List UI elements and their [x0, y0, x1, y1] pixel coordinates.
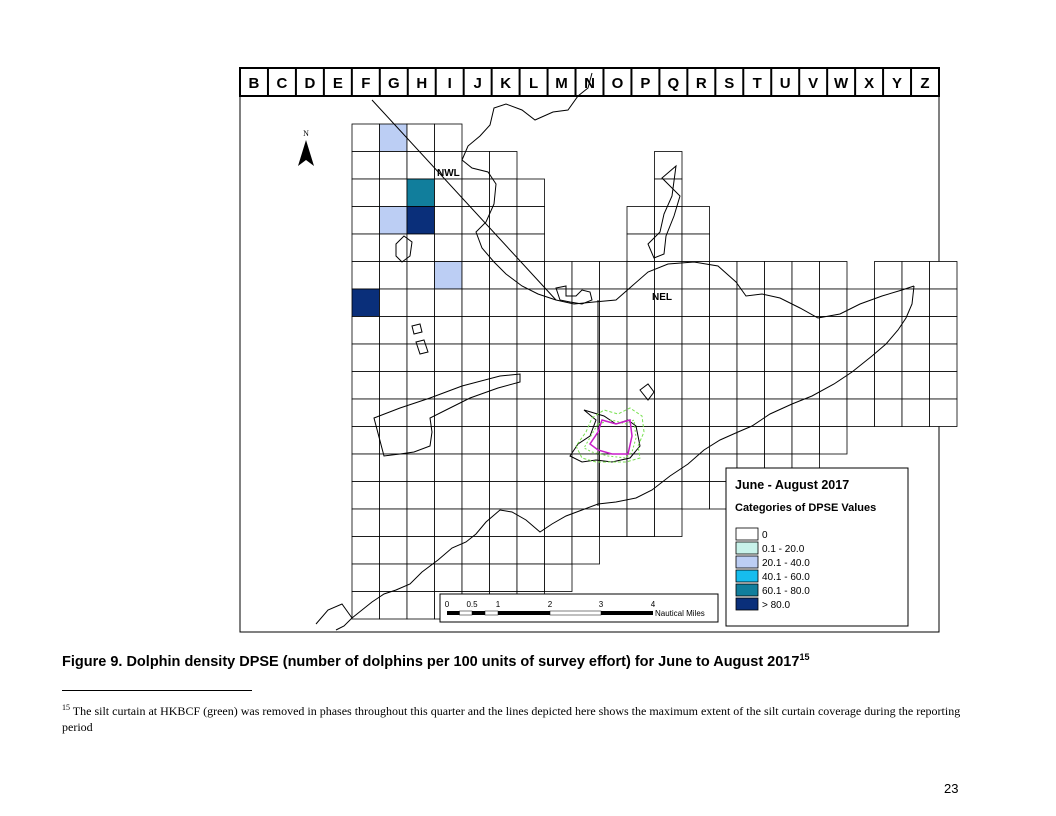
grid-cell — [627, 289, 655, 317]
grid-cell — [407, 482, 435, 510]
grid-cell — [435, 262, 463, 290]
caption-text: Figure 9. Dolphin density DPSE (number of dolphins per 100 units of survey effort) for June to August 2017 — [62, 653, 800, 670]
footnote-text: The silt curtain at HKBCF (green) was removed in phases throughout this quarter and the lines depicted here shows the maximum extent of the silt curtain coverage during the reporting period — [62, 704, 961, 734]
legend-label: 0.1 - 20.0 — [762, 544, 805, 555]
grid-cell — [572, 262, 600, 290]
grid-cell — [407, 592, 435, 620]
column-letter-g: G — [387, 75, 400, 92]
grid-cell — [655, 152, 683, 180]
scale-seg-6 — [550, 611, 601, 615]
grid-cell — [517, 427, 545, 455]
grid-cell — [352, 344, 380, 372]
legend-swatch — [736, 528, 758, 540]
grid-cell — [545, 317, 573, 345]
grid-cell — [627, 234, 655, 262]
grid-cell — [930, 399, 958, 427]
grid-cell — [462, 289, 490, 317]
grid-cell — [710, 289, 738, 317]
grid-cell — [682, 372, 710, 400]
column-letter-q: Q — [667, 75, 680, 92]
grid-cell — [600, 317, 628, 345]
grid-cell — [407, 509, 435, 537]
grid-cell — [875, 262, 903, 290]
grid-cell — [407, 262, 435, 290]
grid-cell — [682, 427, 710, 455]
grid-cell — [682, 454, 710, 482]
grid-cell — [710, 372, 738, 400]
legend-swatch — [736, 542, 758, 554]
grid-cell — [435, 509, 463, 537]
grid-cell — [600, 372, 628, 400]
grid-cell — [737, 262, 765, 290]
grid-cell — [380, 454, 408, 482]
grid-cell — [875, 372, 903, 400]
grid-cell — [517, 179, 545, 207]
grid-cell — [545, 454, 573, 482]
grid-cell — [435, 399, 463, 427]
grid-cell — [655, 509, 683, 537]
column-letter-w: W — [834, 75, 849, 92]
grid-cell — [517, 317, 545, 345]
grid-cell — [792, 344, 820, 372]
scale-bar — [440, 594, 718, 622]
grid-cell — [490, 207, 518, 235]
grid-cell — [655, 317, 683, 345]
column-letter-u: U — [779, 75, 791, 92]
grid-cell — [710, 317, 738, 345]
scale-tick-4: 4 — [650, 600, 656, 609]
grid-cell — [462, 344, 490, 372]
grid-cell — [462, 427, 490, 455]
column-letter-v: V — [808, 75, 819, 92]
grid-cell — [490, 564, 518, 592]
grid-cell — [462, 262, 490, 290]
area-label-nwl: NWL — [437, 168, 460, 179]
grid-cell — [545, 262, 573, 290]
grid-cell — [765, 427, 793, 455]
grid-cell — [490, 317, 518, 345]
grid-cell — [490, 262, 518, 290]
column-letter-e: E — [332, 75, 343, 92]
scale-tick-3: 3 — [598, 600, 604, 609]
grid-cell — [462, 317, 490, 345]
scale-seg-2 — [460, 611, 473, 615]
grid-cell — [600, 509, 628, 537]
column-letter-b: B — [248, 75, 260, 92]
grid-cell — [352, 262, 380, 290]
grid-cell — [352, 124, 380, 152]
column-letter-d: D — [304, 75, 316, 92]
grid-cell — [435, 289, 463, 317]
grid-cell — [380, 317, 408, 345]
legend-label: 0 — [762, 530, 768, 541]
grid-cell — [627, 509, 655, 537]
grid-cell — [572, 372, 600, 400]
grid-cell — [352, 152, 380, 180]
scale-seg-4 — [485, 611, 498, 615]
grid-cell — [545, 399, 573, 427]
grid-cell — [352, 427, 380, 455]
column-letter-j: J — [473, 75, 482, 92]
column-letter-l: L — [528, 75, 539, 92]
grid-cell — [875, 289, 903, 317]
legend-label: 40.1 - 60.0 — [762, 572, 810, 583]
grid-cell — [627, 317, 655, 345]
grid-cell — [517, 454, 545, 482]
grid-cell — [765, 344, 793, 372]
grid-cell — [435, 482, 463, 510]
grid-cell — [820, 372, 848, 400]
scale-seg-3 — [472, 611, 485, 615]
grid-cell — [435, 317, 463, 345]
grid-cell — [352, 482, 380, 510]
footnote-number: 15 — [62, 703, 70, 712]
grid-cell — [627, 262, 655, 290]
grid-cell — [627, 207, 655, 235]
grid-cell — [682, 344, 710, 372]
column-letter-c: C — [276, 75, 288, 92]
grid-cell — [490, 509, 518, 537]
grid-cell — [682, 399, 710, 427]
grid-cell — [407, 454, 435, 482]
grid-cell — [820, 317, 848, 345]
grid-cell — [655, 427, 683, 455]
grid-cell — [352, 509, 380, 537]
grid-cell — [407, 207, 435, 235]
grid-cell — [902, 344, 930, 372]
legend-label: > 80.0 — [762, 600, 791, 611]
legend-swatch — [736, 584, 758, 596]
grid-cell — [490, 152, 518, 180]
grid-cell — [380, 482, 408, 510]
grid-cell — [380, 234, 408, 262]
grid-cell — [930, 289, 958, 317]
grid-cell — [737, 289, 765, 317]
grid-cell — [380, 179, 408, 207]
grid-cell — [655, 234, 683, 262]
column-letter-r: R — [695, 75, 707, 92]
grid-cell — [407, 289, 435, 317]
grid-cell — [847, 289, 875, 317]
column-letter-z: Z — [920, 75, 930, 92]
grid-cell — [820, 399, 848, 427]
column-letter-n: N — [584, 75, 595, 92]
grid-cell — [737, 399, 765, 427]
grid-cell — [765, 317, 793, 345]
grid-cell — [490, 234, 518, 262]
grid-cell — [407, 372, 435, 400]
grid-cell — [820, 344, 848, 372]
grid-cell — [407, 537, 435, 565]
caption-footnote-ref: 15 — [799, 652, 810, 662]
grid-cell — [765, 289, 793, 317]
grid-cell — [682, 289, 710, 317]
grid-cell — [682, 482, 710, 510]
grid-cell — [380, 399, 408, 427]
grid-cell — [682, 207, 710, 235]
grid-cell — [490, 482, 518, 510]
grid-cell — [462, 207, 490, 235]
grid-cell — [765, 262, 793, 290]
grid-cell — [352, 454, 380, 482]
grid-cell — [352, 372, 380, 400]
grid-cell — [352, 234, 380, 262]
footnote-rule — [62, 690, 252, 691]
grid-cell — [435, 427, 463, 455]
scale-unit: Nautical Miles — [655, 609, 705, 618]
grid-cell — [545, 509, 573, 537]
grid-cell — [462, 482, 490, 510]
grid-cell — [820, 262, 848, 290]
grid-cell — [490, 344, 518, 372]
legend-swatch — [736, 598, 758, 610]
grid-cell — [407, 179, 435, 207]
legend-title: June - August 2017 — [735, 478, 850, 492]
grid-cell — [572, 509, 600, 537]
grid-cell — [462, 564, 490, 592]
grid-cell — [435, 124, 463, 152]
grid-cell — [352, 564, 380, 592]
grid-cell — [710, 344, 738, 372]
grid-cell — [930, 262, 958, 290]
grid-cell — [435, 564, 463, 592]
grid-cell — [655, 262, 683, 290]
legend-swatch — [736, 570, 758, 582]
grid-cell — [407, 344, 435, 372]
grid-cell — [517, 509, 545, 537]
grid-cell — [600, 427, 628, 455]
column-letter-t: T — [752, 75, 762, 92]
grid-cell — [847, 372, 875, 400]
grid-cell — [545, 344, 573, 372]
grid-cell — [517, 372, 545, 400]
grid-cell — [407, 124, 435, 152]
column-letter-m: M — [555, 75, 568, 92]
grid-cell — [517, 399, 545, 427]
grid-cell — [792, 289, 820, 317]
grid-cell — [545, 482, 573, 510]
grid-cell — [902, 372, 930, 400]
figure-caption — [62, 652, 809, 670]
grid-cell — [710, 399, 738, 427]
grid-cell — [792, 317, 820, 345]
scale-tick-0: 0 — [444, 600, 450, 609]
grid-cell — [490, 537, 518, 565]
grid-cell — [490, 179, 518, 207]
grid-cell — [572, 344, 600, 372]
scale-tick-0-5: 0.5 — [466, 600, 478, 609]
column-letter-p: P — [640, 75, 651, 92]
grid-cell — [572, 537, 600, 565]
footnote — [62, 700, 972, 735]
grid-cell — [407, 152, 435, 180]
grid-cell — [380, 152, 408, 180]
grid-cell — [407, 317, 435, 345]
grid-cell — [792, 372, 820, 400]
grid-cell — [462, 454, 490, 482]
scale-tick-2: 2 — [547, 600, 553, 609]
grid-cell — [435, 234, 463, 262]
legend-swatch — [736, 556, 758, 568]
grid-cell — [380, 207, 408, 235]
grid-cell — [545, 537, 573, 565]
grid-cell — [380, 592, 408, 620]
column-letter-i: I — [447, 75, 452, 92]
grid-cell — [792, 427, 820, 455]
grid-cell — [380, 537, 408, 565]
legend-subtitle: Categories of DPSE Values — [735, 502, 877, 514]
grid-cell — [627, 454, 655, 482]
page-number: 23 — [944, 781, 959, 796]
grid-cell — [352, 537, 380, 565]
grid-cell — [655, 482, 683, 510]
grid-cell — [435, 344, 463, 372]
column-letter-y: Y — [892, 75, 903, 92]
grid-cell — [517, 482, 545, 510]
grid-cell — [572, 454, 600, 482]
grid-cell — [380, 509, 408, 537]
column-letter-s: S — [724, 75, 735, 92]
grid-cell — [600, 482, 628, 510]
grid-cell — [462, 152, 490, 180]
grid-cell — [407, 564, 435, 592]
grid-cell — [902, 317, 930, 345]
column-letter-h: H — [416, 75, 428, 92]
column-letter-x: X — [864, 75, 875, 92]
grid-cell — [490, 399, 518, 427]
grid-cell — [737, 344, 765, 372]
grid-cell — [352, 179, 380, 207]
column-letter-f: F — [361, 75, 371, 92]
grid-cell — [600, 262, 628, 290]
grid-cell — [930, 317, 958, 345]
grid-cell — [380, 124, 408, 152]
grid-cell — [655, 372, 683, 400]
grid-cell — [902, 289, 930, 317]
grid-cell — [380, 344, 408, 372]
grid-cell — [572, 317, 600, 345]
scale-seg-7 — [601, 611, 653, 615]
area-label-nel: NEL — [652, 292, 672, 303]
grid-cell — [435, 207, 463, 235]
grid-cell — [517, 207, 545, 235]
scale-seg-5 — [498, 611, 550, 615]
grid-cell — [545, 427, 573, 455]
grid-cell — [600, 454, 628, 482]
grid-cell — [875, 344, 903, 372]
grid-cell — [627, 372, 655, 400]
grid-cell — [517, 234, 545, 262]
grid-cell — [875, 399, 903, 427]
grid-cell — [737, 317, 765, 345]
grid-cell — [930, 344, 958, 372]
column-letter-k: K — [500, 75, 512, 92]
column-letter-o: O — [611, 75, 624, 92]
grid-cell — [820, 427, 848, 455]
grid-cell — [930, 372, 958, 400]
grid-cell — [517, 344, 545, 372]
grid-cell — [462, 399, 490, 427]
grid-cell — [380, 372, 408, 400]
grid-cell — [572, 427, 600, 455]
grid-cell — [545, 564, 573, 592]
grid-cell — [710, 427, 738, 455]
grid-cell — [380, 289, 408, 317]
north-label: N — [303, 129, 309, 138]
grid-cell — [352, 317, 380, 345]
grid-cell — [765, 399, 793, 427]
grid-cell — [847, 399, 875, 427]
grid-cell — [737, 372, 765, 400]
grid-cell — [380, 262, 408, 290]
grid-cell — [682, 234, 710, 262]
grid-cell — [902, 399, 930, 427]
grid-cell — [600, 344, 628, 372]
legend-label: 60.1 - 80.0 — [762, 586, 810, 597]
grid-cell — [627, 344, 655, 372]
grid-cell — [655, 344, 683, 372]
scale-seg-1 — [447, 611, 460, 615]
legend — [726, 468, 908, 626]
grid-cell — [847, 317, 875, 345]
grid-cell — [655, 399, 683, 427]
grid-cell — [462, 234, 490, 262]
grid-cell — [682, 262, 710, 290]
grid-cell — [517, 289, 545, 317]
grid-cell — [902, 262, 930, 290]
grid-cell — [600, 289, 628, 317]
grid-cell — [435, 454, 463, 482]
grid-cell — [682, 317, 710, 345]
grid-cell — [792, 262, 820, 290]
grid-cell — [792, 399, 820, 427]
scale-tick-1: 1 — [495, 600, 501, 609]
grid-cell — [352, 289, 380, 317]
grid-cell — [765, 372, 793, 400]
grid-cell — [545, 372, 573, 400]
grid-cell — [490, 289, 518, 317]
legend-label: 20.1 - 40.0 — [762, 558, 810, 569]
grid-cell — [490, 427, 518, 455]
grid-cell — [380, 427, 408, 455]
grid-cell — [517, 537, 545, 565]
grid-cell — [462, 537, 490, 565]
grid-cell — [490, 454, 518, 482]
grid-cell — [517, 564, 545, 592]
grid-cell — [352, 207, 380, 235]
